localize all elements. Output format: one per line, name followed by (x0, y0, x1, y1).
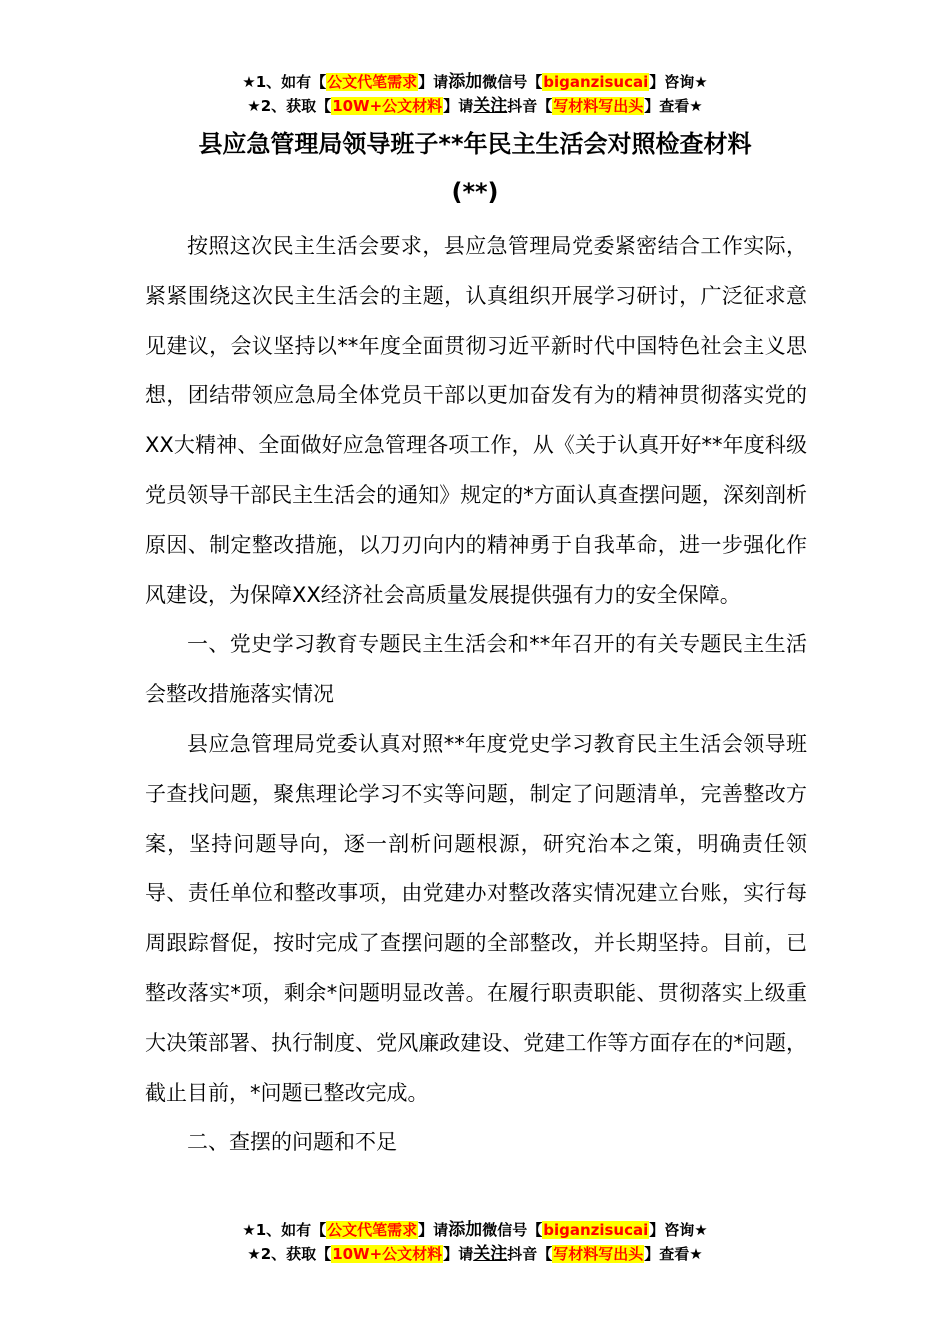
banner-text: ★2、获取【 (247, 97, 332, 115)
banner-highlight: 写材料写出头 (553, 97, 644, 115)
banner-highlight: 公文代笔需求 (327, 1221, 418, 1239)
banner-line-1 (0, 1218, 950, 1242)
banner-text: 】查看★ (644, 97, 703, 115)
banner-emphasis: 添加 (448, 1220, 483, 1240)
banner-text: 微信号【 (482, 73, 543, 91)
banner-highlight: 写材料写出头 (553, 1245, 644, 1263)
document-body (145, 222, 807, 1168)
banner-highlight: 10W+公文材料 (332, 1245, 443, 1263)
section-heading-1: 一、党史学习教育专题民主生活会和**年召开的有关专题民主生活会整改措施落实情况 (145, 632, 807, 707)
banner-text: 微信号【 (482, 1221, 543, 1239)
banner-text: ★1、如有【 (242, 73, 327, 91)
banner-text: 】请 (418, 1221, 449, 1239)
banner-emphasis: 添加 (448, 72, 483, 92)
banner-emphasis: 关注 (473, 96, 508, 116)
banner-text: 抖音【 (507, 97, 553, 115)
banner-text: 】咨询★ (649, 1221, 708, 1239)
banner-text: 】请 (418, 73, 449, 91)
paragraph-section-1: 县应急管理局党委认真对照**年度党史学习教育民主生活会领导班子查找问题，聚焦理论学习不实等问题，制定了问题清单，完善整改方案，坚持问题导向，逐一剖析问题根源，研究治本之策，明确责任领导、责任单位和整改事项，由党建办对整改落实情况建立台账，实行每周跟踪督促，按时完成了查摆问题的全部整改，并长期坚持。目前，已整改落实*项，剩余*问题明显改善。在履行职责职能、贯彻落实上级重大决策部署、执行制度、党风廉政建设、党建工作等方面存在的*问题，截止目前，*问题已整改完成。 (145, 731, 807, 1105)
title-line-2: (**) (451, 178, 499, 206)
banner-text: ★2、获取【 (247, 1245, 332, 1263)
banner-highlight: biganzisucai (543, 1221, 649, 1239)
footer-banner (0, 1218, 950, 1266)
section-heading-2: 二、查摆的问题和不足 (187, 1130, 397, 1155)
document-title (0, 120, 950, 216)
banner-line-1 (0, 70, 950, 94)
banner-highlight: 公文代笔需求 (327, 73, 418, 91)
banner-text: ★1、如有【 (242, 1221, 327, 1239)
banner-text: 抖音【 (507, 1245, 553, 1263)
banner-text: 】咨询★ (649, 73, 708, 91)
banner-emphasis: 关注 (473, 1244, 508, 1264)
banner-line-2 (0, 1242, 950, 1266)
title-line-1: 县应急管理局领导班子**年民主生活会对照检查材料 (198, 130, 752, 158)
paragraph-intro: 按照这次民主生活会要求，县应急管理局党委紧密结合工作实际，紧紧围绕这次民主生活会的主题，认真组织开展学习研讨，广泛征求意见建议，会议坚持以**年度全面贯彻习近平新时代中国特色社会主义思想，团结带领应急局全体党员干部以更加奋发有为的精神贯彻落实党的XX大精神、全面做好应急管理各项工作，从《关于认真开好**年度科级党员领导干部民主生活会的通知》规定的*方面认真查摆问题，深刻剖析原因、制定整改措施，以刀刃向内的精神勇于自我革命，进一步强化作风建设，为保障XX经济社会高质量发展提供强有力的安全保障。 (145, 234, 807, 607)
header-banner (0, 70, 950, 118)
banner-highlight: biganzisucai (543, 73, 649, 91)
banner-text: 】请 (443, 97, 474, 115)
banner-text: 】请 (443, 1245, 474, 1263)
banner-highlight: 10W+公文材料 (332, 97, 443, 115)
banner-text: 】查看★ (644, 1245, 703, 1263)
banner-line-2 (0, 94, 950, 118)
